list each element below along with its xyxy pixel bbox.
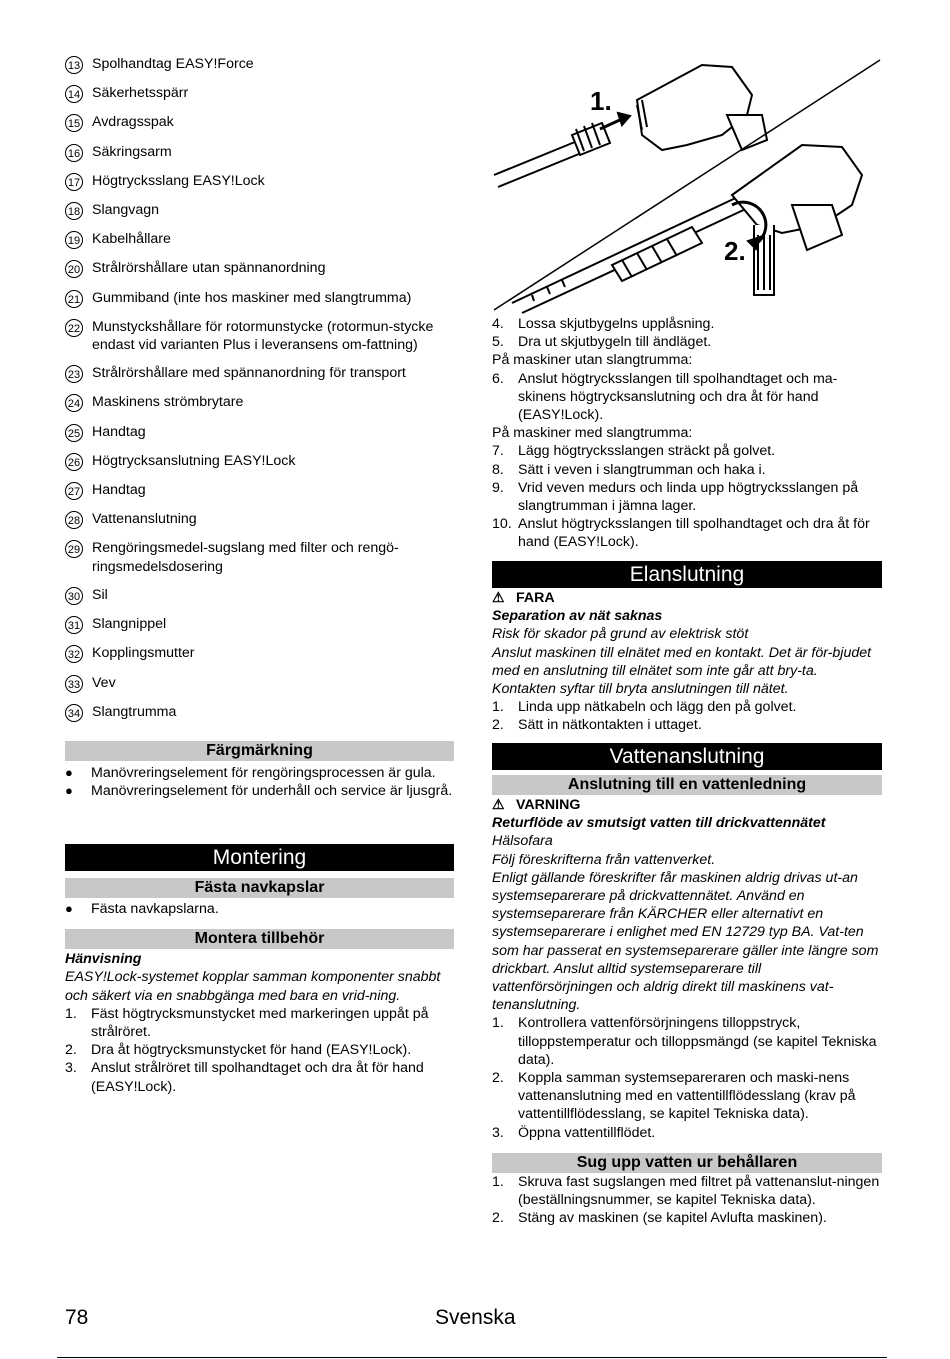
part-number-circle: 13 xyxy=(65,56,83,74)
part-item xyxy=(65,481,454,500)
step-text: Lossa skjutbygelns upplåsning. xyxy=(518,316,715,332)
part-number-circle: 33 xyxy=(65,675,83,693)
step-number: 1. xyxy=(492,1173,504,1190)
part-number-circle: 19 xyxy=(65,231,83,249)
part-label: Rengöringsmedel-sugslang med filter och rengö-ringsmedelsdosering xyxy=(92,540,399,575)
part-label: Säkerhetsspärr xyxy=(92,85,189,102)
part-number-circle: 14 xyxy=(65,85,83,103)
step-number: 10. xyxy=(492,516,512,533)
part-number-circle: 17 xyxy=(65,173,83,191)
part-item xyxy=(65,423,454,442)
step-number: 8. xyxy=(492,461,504,478)
footer-language: Svenska xyxy=(435,1306,516,1329)
part-label: Slangnippel xyxy=(92,616,167,633)
list-item xyxy=(65,1005,454,1041)
tillbehor-heading: Montera tillbehör xyxy=(65,929,454,949)
part-label: Vattenanslutning xyxy=(92,511,197,528)
part-number-circle: 27 xyxy=(65,482,83,500)
warning-triangle-icon: ⚠ xyxy=(492,590,505,606)
footer-divider xyxy=(57,1357,887,1358)
list-item xyxy=(65,1041,454,1059)
part-label: Munstyckshållare för rotormunstycke (rotormun-stycke endast vid varianten Plus i leveransens om-fattning) xyxy=(92,318,434,353)
step-text: Anslut strålröret till spolhandtaget och dra åt för hand (EASY!Lock). xyxy=(91,1060,424,1095)
list-item xyxy=(492,1014,882,1069)
right-steps xyxy=(492,315,882,552)
step-number: 2. xyxy=(492,1210,504,1227)
vattenledning-heading: Anslutning till en vattenledning xyxy=(492,775,882,795)
list-item xyxy=(492,442,882,460)
step-text: Kontrollera vattenförsörjningens tilloppstryck, tilloppstemperatur och tilloppsmängd (se kapitel Tekniska data). xyxy=(518,1015,877,1068)
part-item xyxy=(65,674,454,693)
step-number: 2. xyxy=(492,717,504,734)
bullet-icon: ● xyxy=(65,901,73,916)
step-text: Dra åt högtrycksmunstycket för hand (EASY!Lock). xyxy=(91,1042,412,1059)
part-label: Slangtrumma xyxy=(92,703,177,720)
danger-label: ⚠ FARA xyxy=(492,590,555,606)
step-text: Anslut högtrycksslangen till spolhandtaget och dra åt för hand (EASY!Lock). xyxy=(518,516,870,551)
step-number: 1. xyxy=(492,699,504,716)
step-number: 2. xyxy=(492,1070,504,1087)
part-number-circle: 24 xyxy=(65,394,83,412)
danger-subtitle: Risk för skador på grund av elektrisk stöt xyxy=(492,626,749,643)
part-label: Strålrörshållare med spännanordning för transport xyxy=(92,365,406,382)
part-item xyxy=(65,289,454,308)
list-item xyxy=(492,1124,882,1142)
part-label: Kopplingsmutter xyxy=(92,645,195,662)
step-text: Linda upp nätkabeln och lägg den på golvet. xyxy=(518,699,797,716)
parts-list xyxy=(65,55,454,732)
step-text: Vrid veven medurs och linda upp högtrycksslangen på slangtrumman i jämna lager. xyxy=(518,479,859,515)
no-drum-label: På maskiner utan slangtrumma: xyxy=(492,352,693,369)
part-label: Kabelhållare xyxy=(92,231,171,248)
warning-text-1: Följ föreskrifterna från vattenverket. xyxy=(492,851,716,868)
step-2-label: 2. xyxy=(724,236,746,266)
part-label: Maskinens strömbrytare xyxy=(92,394,244,411)
step-number: 1. xyxy=(65,1005,77,1022)
fargmarkning-section xyxy=(65,741,454,800)
step-text: Sätt i veven i slangtrumman och haka i. xyxy=(518,461,766,478)
part-label: Spolhandtag EASY!Force xyxy=(92,56,254,72)
assembly-illustration xyxy=(492,55,882,315)
step-text: Dra ut skjutbygeln till ändläget. xyxy=(518,334,712,351)
part-label: Högtrycksslang EASY!Lock xyxy=(92,172,265,189)
step-number: 2. xyxy=(65,1042,77,1059)
step-text: Fäst högtrycksmunstycket med markeringen uppåt på strålröret. xyxy=(91,1005,429,1041)
warning-subtitle: Hälsofara xyxy=(492,833,553,850)
vattenanslutning-heading: Vattenanslutning xyxy=(492,743,882,770)
list-item xyxy=(492,716,882,734)
step-number: 7. xyxy=(492,443,504,460)
part-label: Vev xyxy=(92,674,116,691)
step-number: 3. xyxy=(492,1124,504,1141)
part-number-circle: 23 xyxy=(65,365,83,383)
part-number-circle: 34 xyxy=(65,704,83,722)
part-item xyxy=(65,84,454,103)
step-number: 3. xyxy=(65,1060,77,1077)
page-number: 78 xyxy=(65,1306,89,1329)
elanslutning-heading: Elanslutning xyxy=(492,561,882,588)
list-item xyxy=(492,370,882,425)
part-item xyxy=(65,364,454,383)
montering-steps xyxy=(65,1005,454,1096)
part-number-circle: 29 xyxy=(65,540,83,558)
bullet-icon: ● xyxy=(65,765,73,780)
fargmarkning-heading: Färgmärkning xyxy=(65,741,454,761)
step-text: Koppla samman systemsepareraren och maski-nens vattenanslutning med en vattentillflödesslang (krav på vattentillflödesslang, se kapitel Tekniska data). xyxy=(518,1070,856,1123)
warning-title: Returflöde av smutsigt vatten till drickvattennätet xyxy=(492,815,826,832)
drum-label: På maskiner med slangtrumma: xyxy=(492,425,693,442)
list-item xyxy=(492,698,882,716)
list-item xyxy=(492,1209,882,1227)
part-item xyxy=(65,172,454,191)
warning-label: ⚠ VARNING xyxy=(492,797,581,813)
part-label: Avdragsspak xyxy=(92,114,174,131)
danger-title: Separation av nät saknas xyxy=(492,608,663,625)
bullet-icon: ● xyxy=(65,783,73,799)
part-item xyxy=(65,259,454,278)
warning-text-2: Enligt gällande föreskrifter får maskinen aldrig drivas ut-an systemseparerare på drickvattennätet. Använd en systemseparerare från KÄRCHER eller alternativt en systemseparerare i enlighet med EN 12729 typ BA. Vat-ten som har passerat en systemseparerare gäller inte längre som drickbart. Anslut alltid systemseparerare till vattenförsörjningen och aldrig direkt till maskinens vat-tenanslutning. xyxy=(492,869,879,1014)
part-number-circle: 28 xyxy=(65,511,83,529)
step-number: 6. xyxy=(492,370,504,387)
part-item xyxy=(65,201,454,220)
step-text: Lägg högtrycksslangen sträckt på golvet. xyxy=(518,443,776,460)
part-item xyxy=(65,586,454,605)
part-item xyxy=(65,143,454,162)
part-label: Säkringsarm xyxy=(92,143,172,160)
list-item: ● Manövreringselement för underhåll och service är ljusgrå. xyxy=(65,783,453,800)
montering-section xyxy=(65,844,454,1096)
part-label: Handtag xyxy=(92,423,146,440)
behallare-heading: Sug upp vatten ur behållaren xyxy=(492,1153,882,1173)
step-text: Öppna vattentillflödet. xyxy=(518,1124,656,1141)
list-item: ● Fästa navkapslarna. xyxy=(65,901,219,917)
step-text: Sätt in nätkontakten i uttaget. xyxy=(518,717,702,734)
part-item xyxy=(65,615,454,634)
step-text: Skruva fast sugslangen med filtret på vattenanslut-ningen (beställningsnummer, se kapitel Tekniska data). xyxy=(518,1173,880,1209)
part-number-circle: 18 xyxy=(65,202,83,220)
part-label: Handtag xyxy=(92,482,146,499)
part-item xyxy=(65,539,454,575)
part-label: Slangvagn xyxy=(92,201,160,218)
part-item xyxy=(65,644,454,663)
part-label: Strålrörshållare utan spännanordning xyxy=(92,260,326,277)
part-label: Högtrycksanslutning EASY!Lock xyxy=(92,452,296,469)
part-item xyxy=(65,230,454,249)
part-item xyxy=(65,510,454,529)
list-item xyxy=(492,333,882,351)
step-number: 4. xyxy=(492,316,504,332)
part-number-circle: 16 xyxy=(65,144,83,162)
part-item xyxy=(65,318,454,354)
part-number-circle: 32 xyxy=(65,645,83,663)
part-item xyxy=(65,113,454,132)
list-item xyxy=(492,515,882,551)
step-number: 9. xyxy=(492,479,504,496)
part-number-circle: 22 xyxy=(65,319,83,337)
list-item: ● Manövreringselement för rengöringsprocessen är gula. xyxy=(65,765,436,781)
step-number: 1. xyxy=(492,1015,504,1032)
danger-text: Anslut maskinen till elnätet med en kontakt. Det är för-bjudet med en anslutning till elnätet som inte går att bry-ta. Kontakten syftar till bryta anslutningen till nätet. xyxy=(492,644,872,698)
step-1-label: 1. xyxy=(590,86,612,116)
warning-triangle-icon: ⚠ xyxy=(492,797,505,813)
list-item xyxy=(492,1069,882,1124)
part-label: Gummiband (inte hos maskiner med slangtrumma) xyxy=(92,289,412,306)
navkapslar-heading: Fästa navkapslar xyxy=(65,878,454,898)
part-number-circle: 20 xyxy=(65,260,83,278)
list-item xyxy=(492,461,882,479)
part-item xyxy=(65,703,454,722)
part-item xyxy=(65,55,454,74)
montering-heading: Montering xyxy=(65,844,454,871)
part-number-circle: 25 xyxy=(65,424,83,442)
step-text: Stäng av maskinen (se kapitel Avlufta maskinen). xyxy=(518,1210,827,1227)
list-item xyxy=(492,1173,882,1209)
part-number-circle: 21 xyxy=(65,290,83,308)
step-text: Anslut högtrycksslangen till spolhandtaget och ma-skinens högtrycksanslutning och dra åt för hand (EASY!Lock). xyxy=(518,370,838,424)
part-number-circle: 31 xyxy=(65,616,83,634)
list-item xyxy=(492,479,882,515)
list-item xyxy=(492,315,882,333)
part-item xyxy=(65,393,454,412)
step-number: 5. xyxy=(492,334,504,351)
part-number-circle: 15 xyxy=(65,114,83,132)
part-item xyxy=(65,452,454,471)
part-label: Sil xyxy=(92,587,108,603)
vattenanslutning-section xyxy=(492,743,882,1227)
list-item xyxy=(65,1059,454,1095)
note-label: Hänvisning xyxy=(65,951,142,968)
elanslutning-section xyxy=(492,561,882,735)
part-number-circle: 30 xyxy=(65,587,83,605)
part-number-circle: 26 xyxy=(65,453,83,471)
note-text: EASY!Lock-systemet kopplar samman komponenter snabbt och säkert via en snabbgänga med bara en vrid-ning. xyxy=(65,969,441,1004)
